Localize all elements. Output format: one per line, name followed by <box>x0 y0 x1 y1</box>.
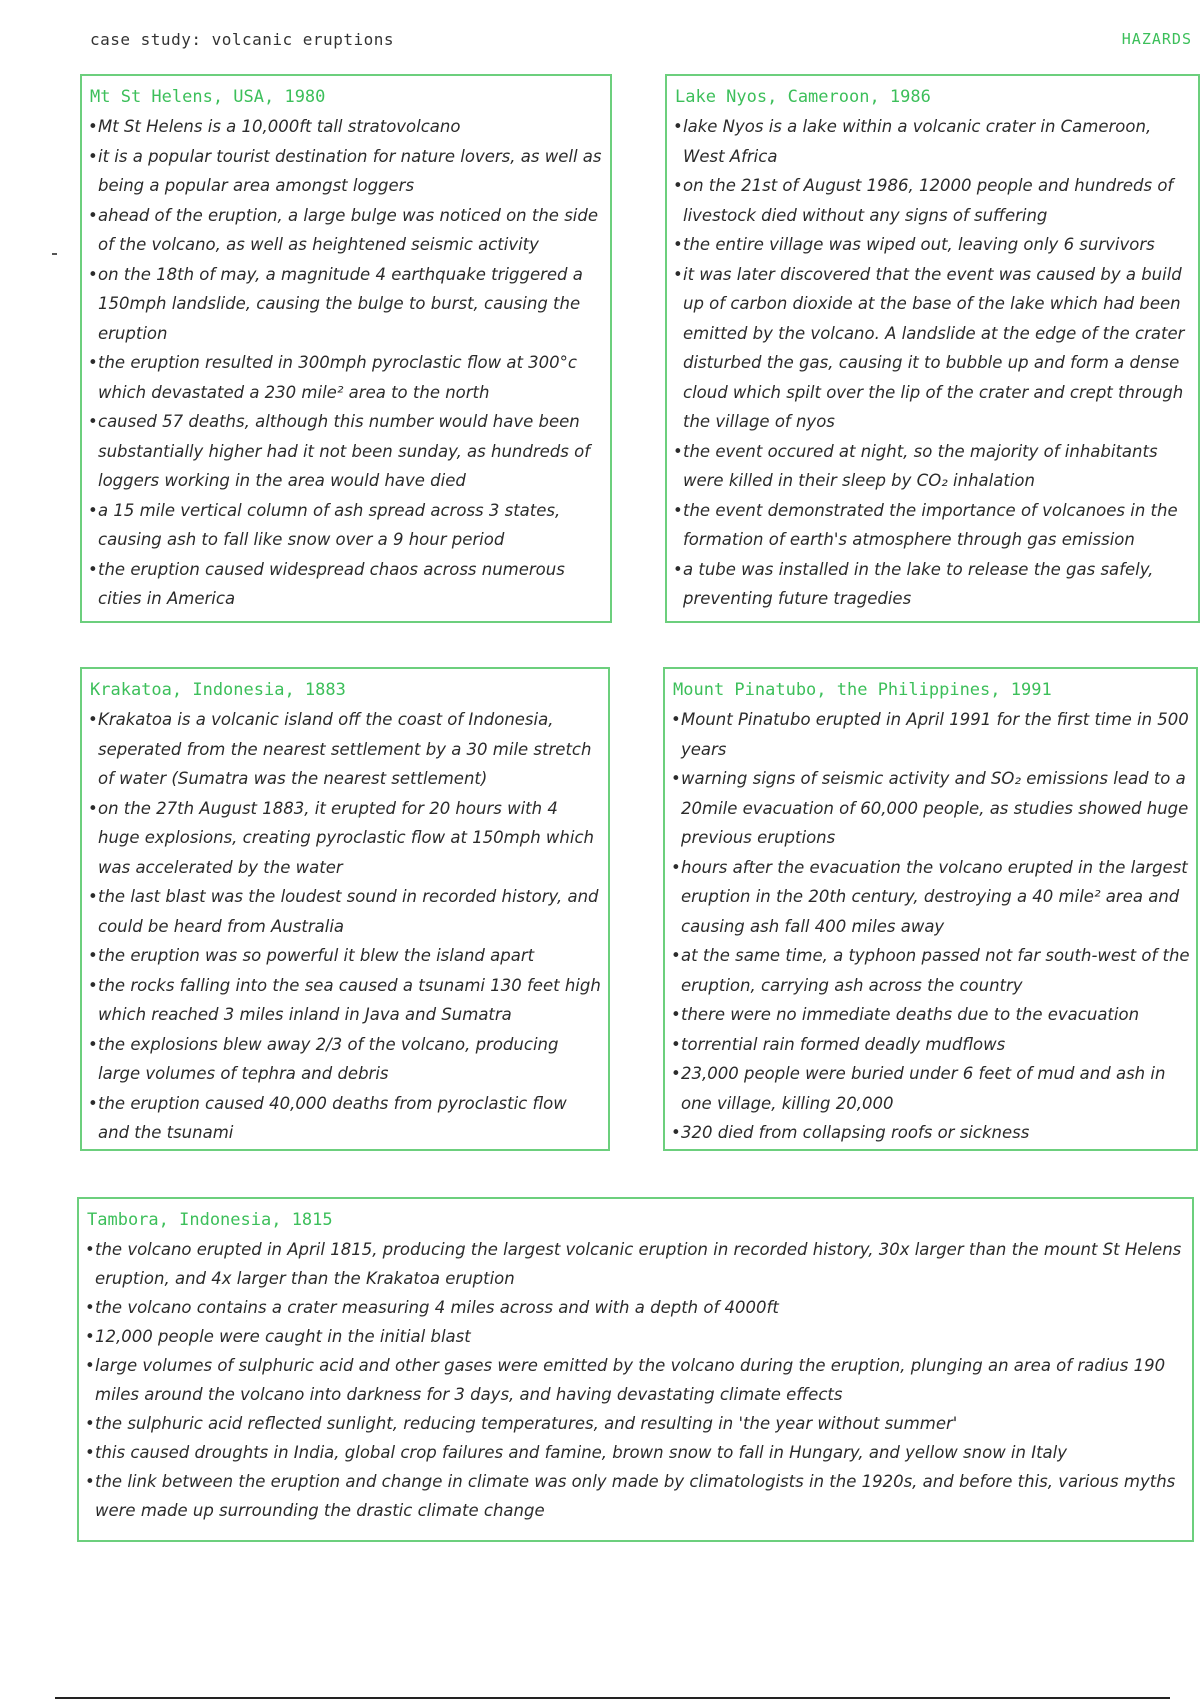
bullet-item: • the eruption caused widespread chaos across numerous cities in America <box>88 555 604 614</box>
card-title: Tambora, Indonesia, 1815 <box>87 1210 333 1230</box>
bullet-item: • Krakatoa is a volcanic island off the coast of Indonesia, seperated from the nearest settlement by a 30 mile stretch of water (Sumatra was the nearest settlement) <box>88 705 602 794</box>
bullet-item: • ahead of the eruption, a large bulge was noticed on the side of the volcano, as well as heightened seismic activity <box>88 201 604 260</box>
bullet-item: • Mount Pinatubo erupted in April 1991 for the first time in 500 years <box>671 705 1190 764</box>
bullet-item: • this caused droughts in India, global crop failures and famine, brown snow to fall in Hungary, and yellow snow in Italy <box>85 1438 1186 1467</box>
bullet-item: • the event demonstrated the importance of volcanoes in the formation of earth's atmosphere through gas emission <box>673 496 1192 555</box>
card-title: Mount Pinatubo, the Philippines, 1991 <box>673 680 1052 700</box>
case-card-lake-nyos <box>665 74 1200 623</box>
bullet-item: • the volcano contains a crater measuring 4 miles across and with a depth of 4000ft <box>85 1293 1186 1322</box>
bullet-item: • large volumes of sulphuric acid and other gases were emitted by the volcano during the eruption, plunging an area of radius 190 miles around the volcano into darkness for 3 days, and having devastating climate effects <box>85 1351 1186 1409</box>
bullet-list <box>671 705 1190 1148</box>
card-title: Krakatoa, Indonesia, 1883 <box>90 680 346 700</box>
bullet-item: • the volcano erupted in April 1815, producing the largest volcanic eruption in recorded history, 30x larger than the mount St Helens eruption, and 4x larger than the Krakatoa eruption <box>85 1235 1186 1293</box>
bullet-item: • lake Nyos is a lake within a volcanic crater in Cameroon, West Africa <box>673 112 1192 171</box>
bullet-item: • on the 18th of may, a magnitude 4 earthquake triggered a 150mph landslide, causing the bulge to burst, causing the eruption <box>88 260 604 349</box>
case-card-krakatoa <box>80 667 610 1151</box>
bullet-item: • the last blast was the loudest sound in recorded history, and could be heard from Australia <box>88 882 602 941</box>
bullet-list <box>673 112 1192 614</box>
bullet-item: • 12,000 people were caught in the initial blast <box>85 1322 1186 1351</box>
case-card-tambora <box>77 1197 1194 1542</box>
bullet-item: • the explosions blew away 2/3 of the volcano, producing large volumes of tephra and debris <box>88 1030 602 1089</box>
bullet-item: • the eruption was so powerful it blew the island apart <box>88 941 602 971</box>
bullet-item: • Mt St Helens is a 10,000ft tall stratovolcano <box>88 112 604 142</box>
bullet-item: • there were no immediate deaths due to the evacuation <box>671 1000 1190 1030</box>
case-card-mt-st-helens <box>80 74 612 623</box>
bullet-item: • a 15 mile vertical column of ash spread across 3 states, causing ash to fall like snow over a 9 hour period <box>88 496 604 555</box>
bullet-item: • warning signs of seismic activity and SO₂ emissions lead to a 20mile evacuation of 60,000 people, as studies showed huge previous eruptions <box>671 764 1190 853</box>
bullet-item: • at the same time, a typhoon passed not far south-west of the eruption, carrying ash across the country <box>671 941 1190 1000</box>
bullet-item: • the entire village was wiped out, leaving only 6 survivors <box>673 230 1192 260</box>
bullet-list <box>88 705 602 1148</box>
bullet-item: • the eruption resulted in 300mph pyroclastic flow at 300°c which devastated a 230 mile² area to the north <box>88 348 604 407</box>
card-title: Mt St Helens, USA, 1980 <box>90 87 326 107</box>
case-card-mount-pinatubo <box>663 667 1198 1151</box>
margin-mark <box>52 253 57 255</box>
bullet-item: • the eruption caused 40,000 deaths from pyroclastic flow and the tsunami <box>88 1089 602 1148</box>
bullet-item: • it was later discovered that the event was caused by a build up of carbon dioxide at the base of the lake which had been emitted by the volcano. A landslide at the edge of the crater disturbed the gas, causing it to bubble up and form a dense cloud which spilt over the lip of the crater and crept through the village of nyos <box>673 260 1192 437</box>
bullet-item: • torrential rain formed deadly mudflows <box>671 1030 1190 1060</box>
card-title: Lake Nyos, Cameroon, 1986 <box>675 87 931 107</box>
bullet-item: • the link between the eruption and change in climate was only made by climatologists in the 1920s, and before this, various myths were made up surrounding the drastic climate change <box>85 1467 1186 1525</box>
bullet-item: • caused 57 deaths, although this number would have been substantially higher had it not been sunday, as hundreds of loggers working in the area would have died <box>88 407 604 496</box>
bottom-rule <box>55 1697 1170 1699</box>
bullet-list <box>88 112 604 614</box>
bullet-item: • 23,000 people were buried under 6 feet of mud and ash in one village, killing 20,000 <box>671 1059 1190 1118</box>
bullet-item: • on the 27th August 1883, it erupted for 20 hours with 4 huge explosions, creating pyroclastic flow at 150mph which was accelerated by the water <box>88 794 602 883</box>
bullet-item: • hours after the evacuation the volcano erupted in the largest eruption in the 20th century, destroying a 40 mile² area and causing ash fall 400 miles away <box>671 853 1190 942</box>
page-title: case study: volcanic eruptions <box>90 30 394 49</box>
bullet-item: • the sulphuric acid reflected sunlight, reducing temperatures, and resulting in 'the year without summer' <box>85 1409 1186 1438</box>
bullet-item: • it is a popular tourist destination for nature lovers, as well as being a popular area amongst loggers <box>88 142 604 201</box>
bullet-item: • the event occured at night, so the majority of inhabitants were killed in their sleep by CO₂ inhalation <box>673 437 1192 496</box>
topic-tag: HAZARDS <box>1121 30 1192 48</box>
bullet-item: • the rocks falling into the sea caused a tsunami 130 feet high which reached 3 miles inland in Java and Sumatra <box>88 971 602 1030</box>
bullet-item: • a tube was installed in the lake to release the gas safely, preventing future tragedies <box>673 555 1192 614</box>
bullet-item: • on the 21st of August 1986, 12000 people and hundreds of livestock died without any signs of suffering <box>673 171 1192 230</box>
bullet-list <box>85 1235 1186 1525</box>
bullet-item: • 320 died from collapsing roofs or sickness <box>671 1118 1190 1148</box>
